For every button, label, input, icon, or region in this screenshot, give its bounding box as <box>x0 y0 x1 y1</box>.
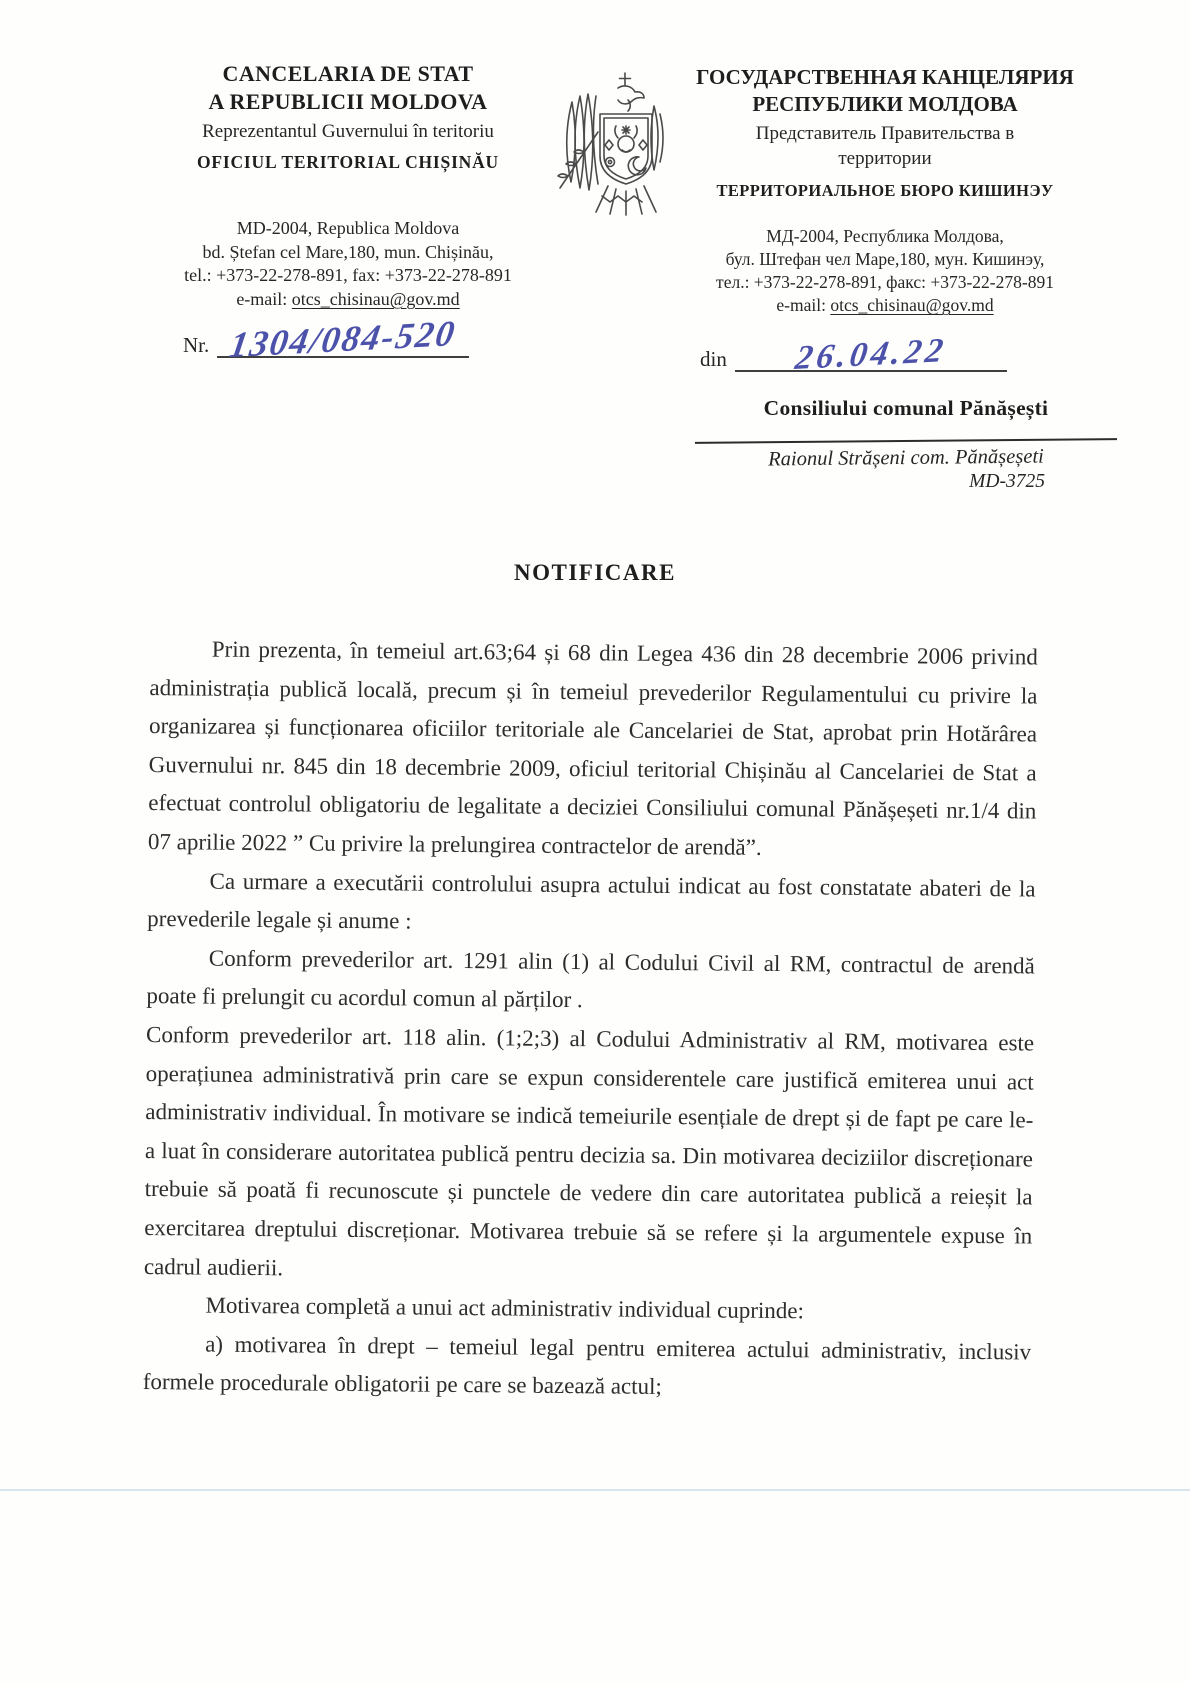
document-title: NOTIFICARE <box>514 560 676 585</box>
document-body <box>143 630 1038 1410</box>
org-name-ro-line1: CANCELARIA DE STAT <box>222 61 474 86</box>
address-ro-line2: bd. Ștefan cel Mare,180, mun. Chișinău, <box>202 241 494 262</box>
address-ru-line1: МД-2004, Республика Молдова, <box>766 226 1004 246</box>
body-paragraph-6: a) motivarea în drept – temeiul legal pentru emiterea actului administrativ, inclusiv formele procedurale obligatorii pe care se bazează actul; <box>142 1331 1032 1400</box>
org-subtitle-ro: Reprezentantul Guvernului în teritoriu <box>202 121 494 142</box>
address-ru-line3: тел.: +373-22-278-891, факс: +373-22-278-891 <box>716 272 1054 292</box>
addressee-divider <box>695 438 1117 444</box>
nr-fill-line <box>217 312 469 366</box>
reference-number-row <box>183 312 469 366</box>
address-block-ro <box>148 217 548 311</box>
email-label-ru: e-mail: <box>776 295 831 315</box>
address-ru-line2: бул. Штефан чел Маре,180, мун. Кишинэу, <box>725 249 1045 269</box>
scan-artifact-line <box>0 1489 1190 1491</box>
reference-date-row <box>700 330 1007 378</box>
letterhead-russian <box>652 64 1118 317</box>
email-address-ro: otcs_chisinau@gov.md <box>291 288 460 309</box>
org-name-ro-line2: A REPUBLICII MOLDOVA <box>208 89 488 114</box>
body-paragraph-5: Motivarea completă a unui act administrativ individual cuprinde: <box>205 1292 805 1324</box>
din-label: din <box>700 347 727 371</box>
moldova-coat-of-arms-icon <box>546 70 666 220</box>
org-name-ru-line2: РЕСПУБЛИКИ МОЛДОВА <box>752 92 1018 116</box>
body-paragraph-3: Conform prevederilor art. 1291 alin (1) al Codului Civil al RM, contractul de arendă poate fi prelungit cu acordul comun al părților . <box>146 945 1035 1013</box>
body-paragraph-2: Ca urmare a executării controlului asupra actului indicat au fost constatate abateri de la prevederile legale și anume : <box>147 868 1036 934</box>
email-address-ru: otcs_chisinau@gov.md <box>830 295 994 315</box>
addressee-block <box>695 396 1117 493</box>
address-ro-line1: MD-2004, Republica Moldova <box>236 218 460 238</box>
din-handwritten-date: 26.04.22 <box>792 331 950 378</box>
address-block-ru <box>652 225 1118 317</box>
org-name-ru-line1: ГОСУДАРСТВЕННАЯ КАНЦЕЛЯРИЯ <box>696 65 1074 89</box>
addressee-postal-code: MD-3725 <box>969 471 1045 492</box>
org-subtitle-ru: Представитель Правительства в территории <box>755 123 1015 169</box>
addressee-name: Consiliului comunal Pănășești <box>763 396 1049 420</box>
nr-handwritten-value: 1304/084-520 <box>227 312 460 366</box>
office-name-ro: OFICIUL TERITORIAL CHIȘINĂU <box>196 152 499 172</box>
addressee-location: Raionul Strășeni com. Pănășeșeti <box>768 445 1044 471</box>
email-line-ro <box>148 288 548 312</box>
office-name-ru: ТЕРРИТОРИАЛЬНОЕ БЮРО КИШИНЭУ <box>716 181 1054 200</box>
body-paragraph-1: Prin prezenta, în temeiul art.63;64 și 68 din Legea 436 din 28 decembrie 2006 privind administrația publică locală, precum și în temeiul prevederilor Regulamentului cu privire la organizarea și funcționarea oficiilor teritoriale ale Cancelariei de Stat, aprobat prin Hotărârea Guvernului nr. 845 din 18 decembrie 2009, oficiul teritorial Chișinău al Cancelariei de Stat a efectuat controlul obligatoriu de legalitate a deciziei Consiliului comunal Pănășeșeti nr.1/4 din 07 aprilie 2022 ” Cu privire la prelungirea contractelor de arendă”. <box>147 636 1038 860</box>
body-paragraph-4: Conform prevederilor art. 118 alin. (1;2;3) al Codului Administrativ al RM, motivarea este operațiunea administrativă prin care se expun considerentele care justifică emiterea unui act administrativ individual. În motivare se indică temeiurile esențiale de drept și de fapt pe care le-a luat în considerare autoritatea publică pentru decizia sa. Din motivarea deciziilor discreționare trebuie să poată fi recunoscute și punctele de vedere din care autoritatea publică a reieșit la exercitarea dreptului discreționar. Motivarea trebuie să se refere și la argumentele expuse în cadrul audierii. <box>143 1021 1035 1280</box>
email-label-ro: e-mail: <box>236 288 292 309</box>
address-ro-line3: tel.: +373-22-278-891, fax: +373-22-278-891 <box>184 265 512 285</box>
email-line-ru <box>652 294 1118 317</box>
nr-label: Nr. <box>183 333 210 357</box>
din-fill-line <box>735 330 1007 378</box>
letterhead-romanian <box>148 60 548 311</box>
